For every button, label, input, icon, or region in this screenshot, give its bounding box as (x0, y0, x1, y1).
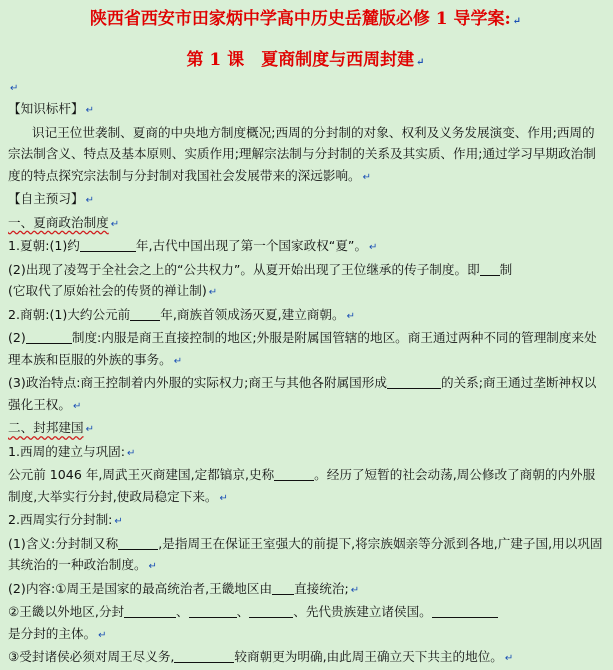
text-span: 、 (236, 604, 250, 619)
text-span: ,是指周王在保证王室强大的前提下,将宗族姻亲等分派到各地,广建子国,用以巩固其统治的一种政治制度。 (8, 535, 603, 572)
zhou-paragraph-2 (8, 533, 603, 578)
shang-paragraph-2 (8, 327, 603, 372)
xia-line-3 (8, 280, 603, 304)
paragraph-mark: ↵ (85, 424, 94, 435)
section-1-text: 一、夏商政治制度 (8, 214, 109, 230)
text-span: (1)含义:分封制又称 (8, 535, 119, 551)
knowledge-paragraph (8, 122, 603, 189)
text-span: 的关系;商王通过垄断神权以强化王权。 (8, 375, 597, 412)
fill-blank[interactable] (174, 648, 234, 663)
text-span: ②王畿以外地区,分封 (8, 604, 125, 619)
paragraph-mark: ↵ (362, 171, 372, 183)
text-span: 2.商朝:(1)大约公元前 (8, 306, 131, 322)
paragraph-mark: ↵ (369, 242, 378, 253)
paragraph-mark: ↵ (127, 447, 136, 459)
xia-line-2 (8, 259, 603, 281)
text-span: 制度:内服是商王直接控制的地区;外服是附属国管辖的地区。商王通过两种不同的管理制度来处理本族和臣服的外族的事务。 (8, 330, 597, 367)
lesson-title-text: 第 1 课 夏商制度与西周封建 (186, 50, 415, 70)
text-span: 直接统治; (294, 580, 349, 596)
paragraph-mark: ↵ (72, 400, 82, 412)
zhou-line-fief-2 (8, 623, 603, 647)
text-span: (2) (8, 330, 26, 345)
text-span: 是分封的主体。 (8, 625, 97, 641)
paragraph-mark: ↵ (85, 195, 94, 206)
empty-line (8, 76, 603, 98)
fill-blank[interactable] (272, 580, 294, 595)
paragraph-mark: ↵ (173, 355, 183, 367)
paragraph-mark: ↵ (10, 83, 19, 94)
doc-title (8, 6, 603, 35)
knowledge-heading-text: 【知识标杆】 (8, 101, 84, 116)
text-span: 。经历了短暂的社会动荡,周公修改了商朝的内外服制度,大举实行分封,使政局稳定下来。 (8, 467, 596, 504)
knowledge-text: 识记王位世袭制、夏商的中央地方制度概况;西周的分封制的对象、权利及义务发展演变、作用;西周的宗法制含义、特点及基本原则、实质作用;理解宗法制与分封制的关系及其实质、作用;通过学习早期政治制度的特点探究宗法制与分封制对我国社会发展带来的深远影响。 (8, 124, 596, 183)
text-span: 1.西周的建立与巩固: (8, 443, 126, 459)
fill-blank[interactable] (189, 603, 237, 618)
preview-heading (8, 188, 603, 212)
text-span: 年,商族首领成汤灭夏,建立商朝。 (160, 306, 345, 322)
text-span: 、先代贵族建立诸侯国。 (293, 604, 432, 619)
text-span: (2)出现了凌驾于全社会之上的“公共权力”。从夏开始出现了王位继承的传子制度。即 (8, 261, 480, 277)
lesson-title (8, 47, 603, 76)
paragraph-mark: ↵ (208, 287, 218, 298)
section-1-heading (8, 212, 603, 236)
paragraph-mark: ↵ (416, 57, 425, 68)
paragraph-mark: ↵ (110, 218, 120, 230)
zhou-paragraph-1 (8, 464, 603, 509)
text-span: (3)政治特点:商王控制着内外服的实际权力;商王与其他各附属国形成 (8, 375, 387, 390)
shang-line-1 (8, 304, 603, 328)
paragraph-mark: ↵ (114, 516, 123, 527)
doc-title-text: 陕西省西安市田家炳中学高中历史岳麓版必修 1 导学案: (89, 9, 511, 29)
paragraph-mark: ↵ (512, 16, 522, 27)
fill-blank[interactable] (274, 466, 314, 481)
text-span: ③受封诸侯必须对周王尽义务, (8, 649, 175, 664)
fill-blank[interactable] (130, 306, 160, 321)
text-span: 制 (499, 261, 513, 277)
paragraph-mark: ↵ (148, 561, 157, 572)
fill-blank[interactable] (432, 603, 498, 618)
paragraph-mark: ↵ (350, 584, 360, 596)
shang-paragraph-3 (8, 372, 603, 417)
text-span: 2.西周实行分封制: (8, 512, 113, 527)
section-2-text: 二、封邦建国 (8, 420, 84, 435)
preview-heading-text: 【自主预习】 (8, 191, 84, 206)
zhou-heading-1 (8, 441, 603, 465)
xia-line-1 (8, 235, 603, 259)
fill-blank[interactable] (80, 237, 136, 252)
paragraph-mark: ↵ (85, 105, 94, 116)
section-2-heading (8, 417, 603, 441)
text-span: (2)内容:①周王是国家的最高统治者,王畿地区由 (8, 580, 273, 596)
fill-blank[interactable] (387, 374, 441, 389)
paragraph-mark: ↵ (98, 629, 107, 641)
paragraph-mark: ↵ (504, 653, 514, 664)
zhou-heading-2 (8, 509, 603, 533)
text-span: 公元前 1046 年,周武王灭商建国,定都镐京,史称 (8, 467, 275, 482)
fill-blank[interactable] (118, 535, 158, 550)
knowledge-heading (8, 98, 603, 122)
text-span: 年,古代中国出现了第一个国家政权“夏”。 (135, 238, 368, 253)
paragraph-mark: ↵ (219, 492, 228, 504)
text-span: 、 (176, 604, 189, 619)
zhou-line-duty (8, 646, 603, 670)
paragraph-mark: ↵ (346, 310, 355, 322)
fill-blank[interactable] (26, 329, 72, 344)
fill-blank[interactable] (124, 603, 176, 618)
zhou-line-fief (8, 601, 603, 623)
zhou-line-content (8, 578, 603, 602)
text-span: (它取代了原始社会的传贤的禅让制) (8, 283, 207, 298)
text-span: 1.夏朝:(1)约 (8, 238, 80, 253)
fill-blank[interactable] (480, 261, 500, 276)
fill-blank[interactable] (249, 603, 293, 618)
text-span: 较商朝更为明确,由此周王确立天下共主的地位。 (234, 649, 503, 664)
